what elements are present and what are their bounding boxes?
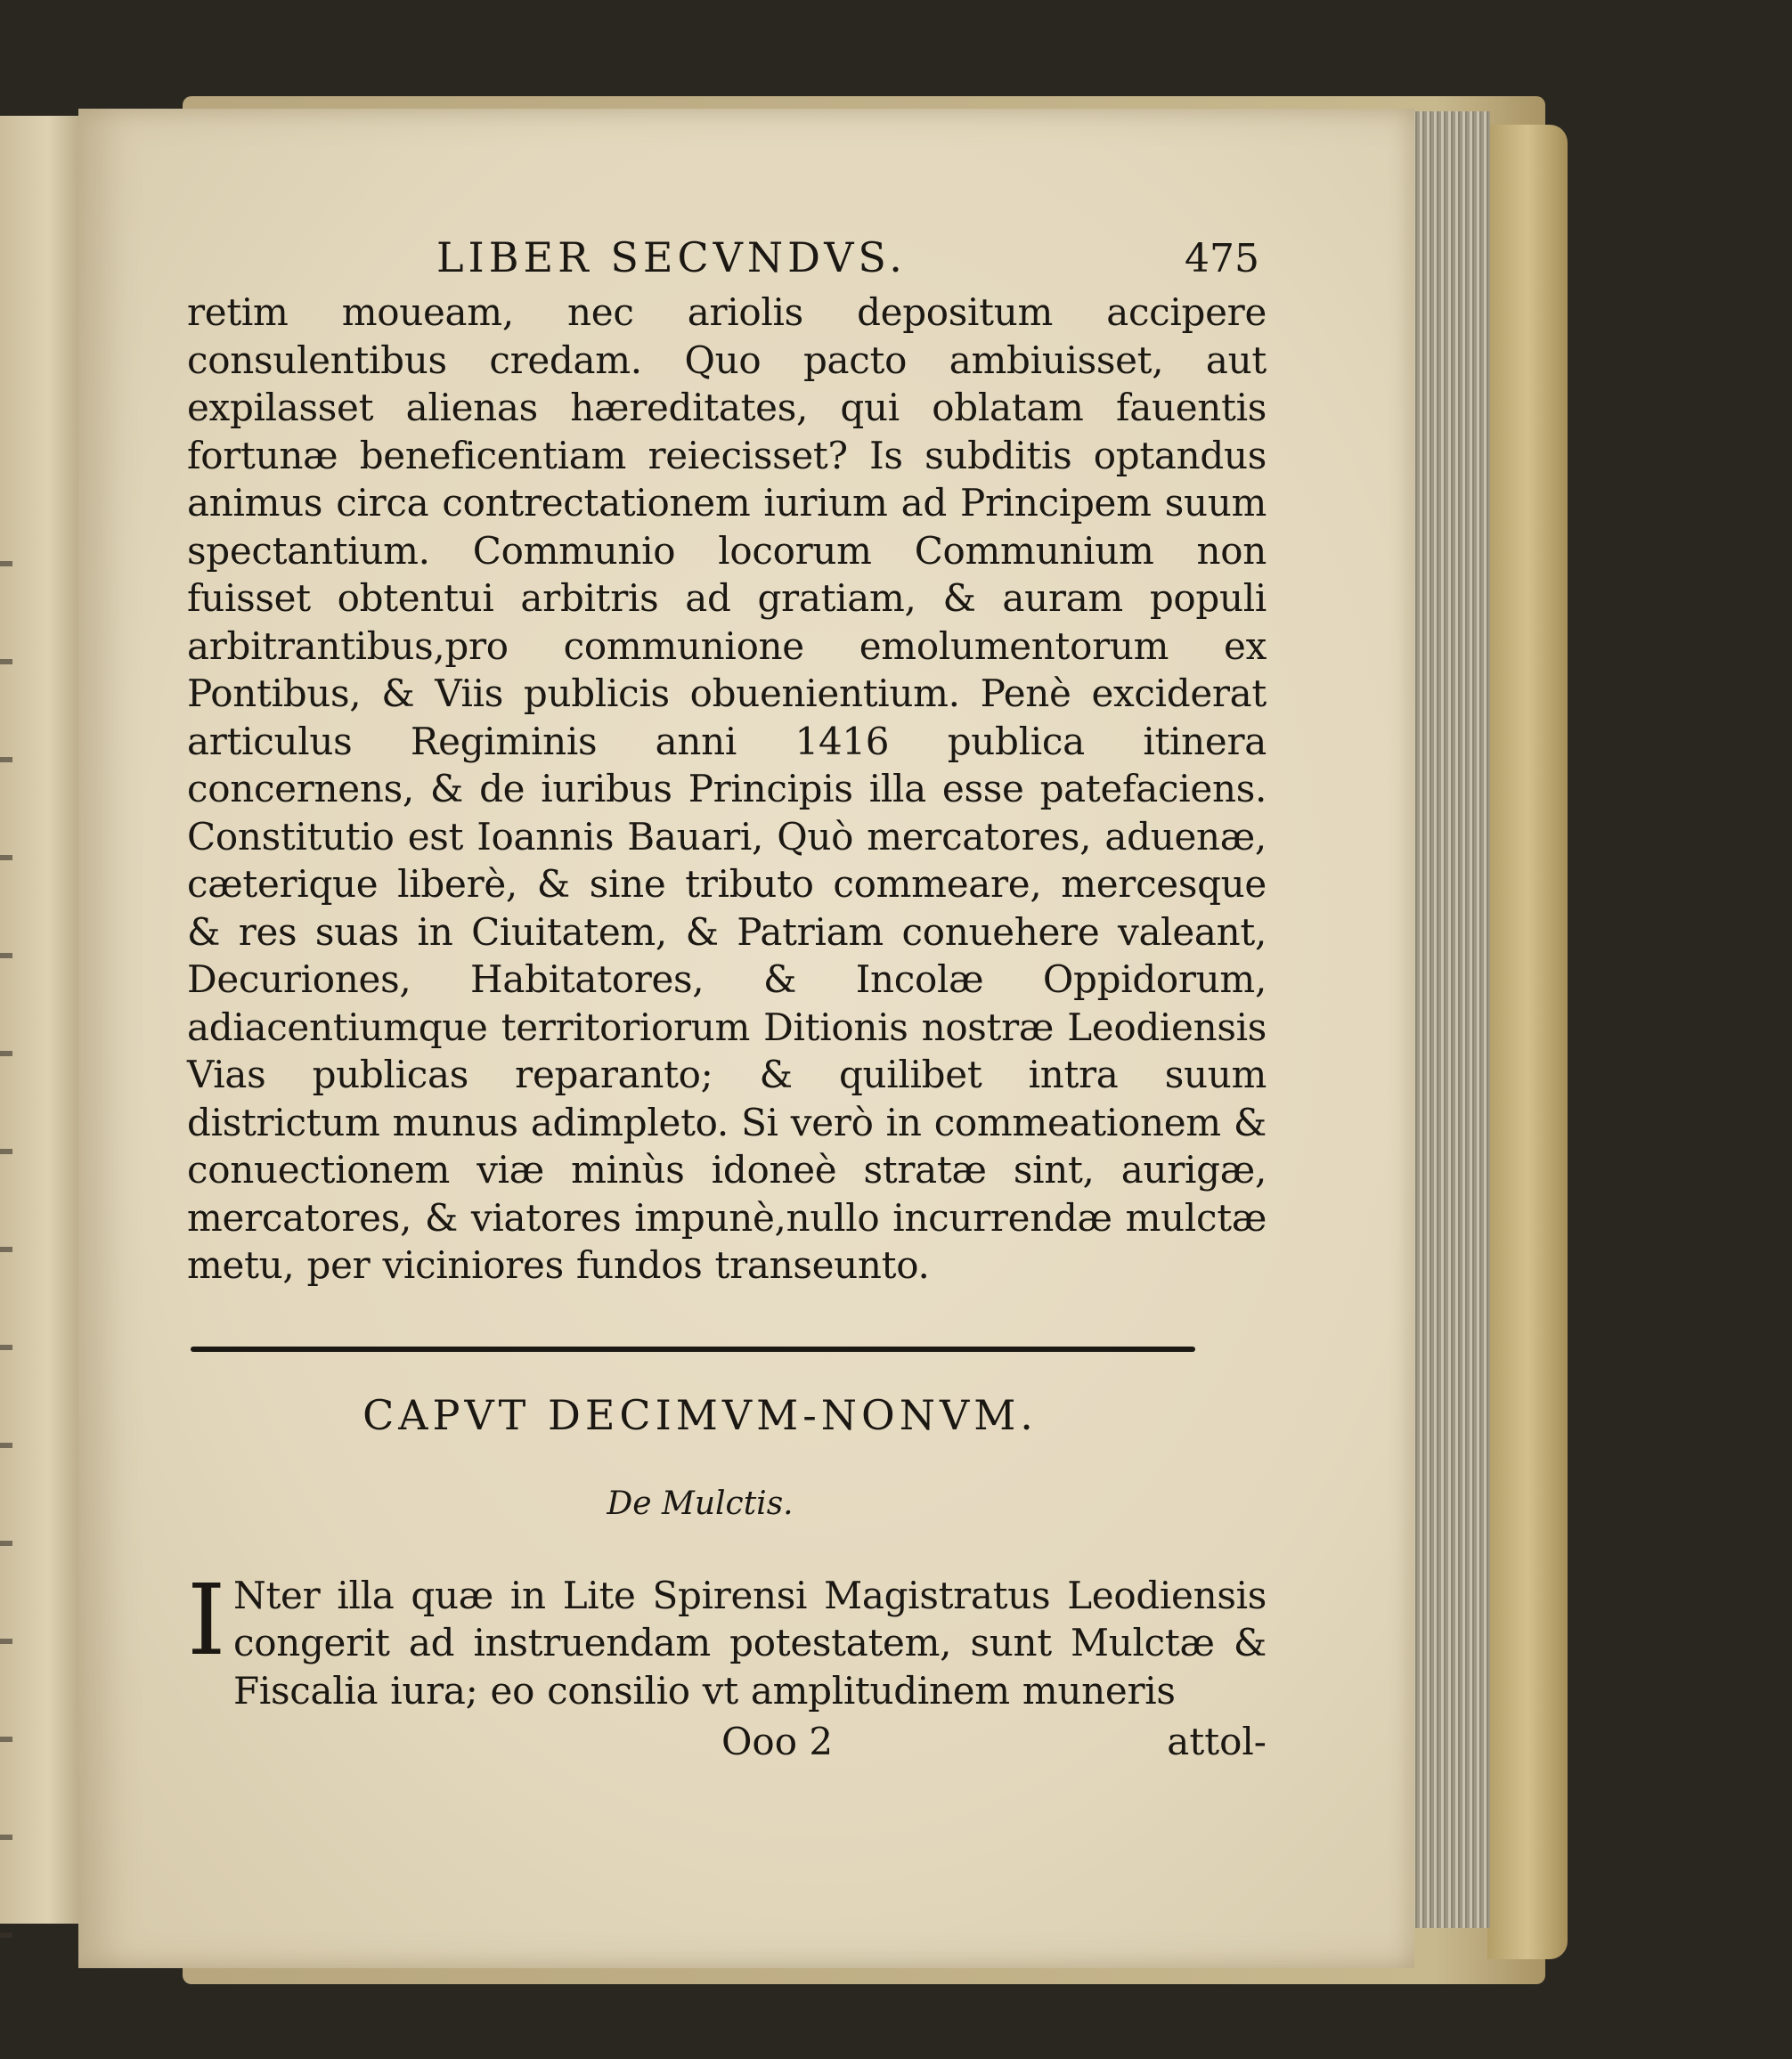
color-ruler-strip <box>0 561 12 1986</box>
section-rule <box>191 1347 1195 1352</box>
book-fore-edge-cover <box>1487 125 1568 1959</box>
chapter-subtitle: De Mulctis. <box>607 1485 794 1522</box>
drop-cap: I <box>187 1562 226 1677</box>
catchword: attol- <box>1167 1720 1267 1763</box>
page-block-edges <box>1407 111 1490 1928</box>
paragraph-2 <box>187 1562 1267 1715</box>
page-number: 475 <box>1185 236 1259 281</box>
page-footer <box>187 1720 1267 1763</box>
running-title: LIBER SECVNDVS. <box>436 233 907 281</box>
chapter-title: CAPVT DECIMVM-NONVM. <box>362 1390 1038 1439</box>
paragraph-1: retim moueam, nec ariolis depositum accipere consulentibus credam. Quo pacto ambiuisset, aut expilasset alienas hæreditates, qui oblatam fauentis fortunæ beneficentiam reiecisset? Is subditis optandus animus circa contrectationem iurium ad Principem suum spectantium. Communio locorum Communium non fuisset obtentui arbitris ad gratiam, & auram populi arbitrantibus,pro communione emolumentorum ex Pontibus, & Viis publicis obuenientium. Penè exciderat articulus Regiminis anni 1416 publica itinera concernens, & de iuribus Principis illa esse patefaciens. Constitutio est Ioannis Bauari, Quò mercatores, aduenæ, cæterique liberè, & sine tributo commeare, mercesque & res suas in Ciuitatem, & Patriam conuehere valeant, Decuriones, Habitatores, & Incolæ Oppidorum, adiacentiumque territoriorum Ditionis nostræ Leodiensis Vias publicas reparanto; & quilibet intra suum districtum munus adimpleto. Si verò in commeationem & conuectionem viæ minùs idoneè stratæ sint, aurigæ, mercatores, & viatores impunè,nullo incurrendæ mulctæ metu, per viciniores fundos transeunto. <box>187 290 1267 1287</box>
running-head <box>187 233 1267 289</box>
paragraph-2-text: Nter illa quæ in Lite Spirensi Magistratus Leodiensis congerit ad instruendam potestatem, sunt Mulctæ & Fiscalia iura; eo consilio vt amplitudinem muneris <box>233 1573 1267 1713</box>
page-content <box>187 233 1267 1763</box>
facing-page-edge <box>0 116 82 1924</box>
signature-mark: Ooo 2 <box>721 1720 834 1763</box>
